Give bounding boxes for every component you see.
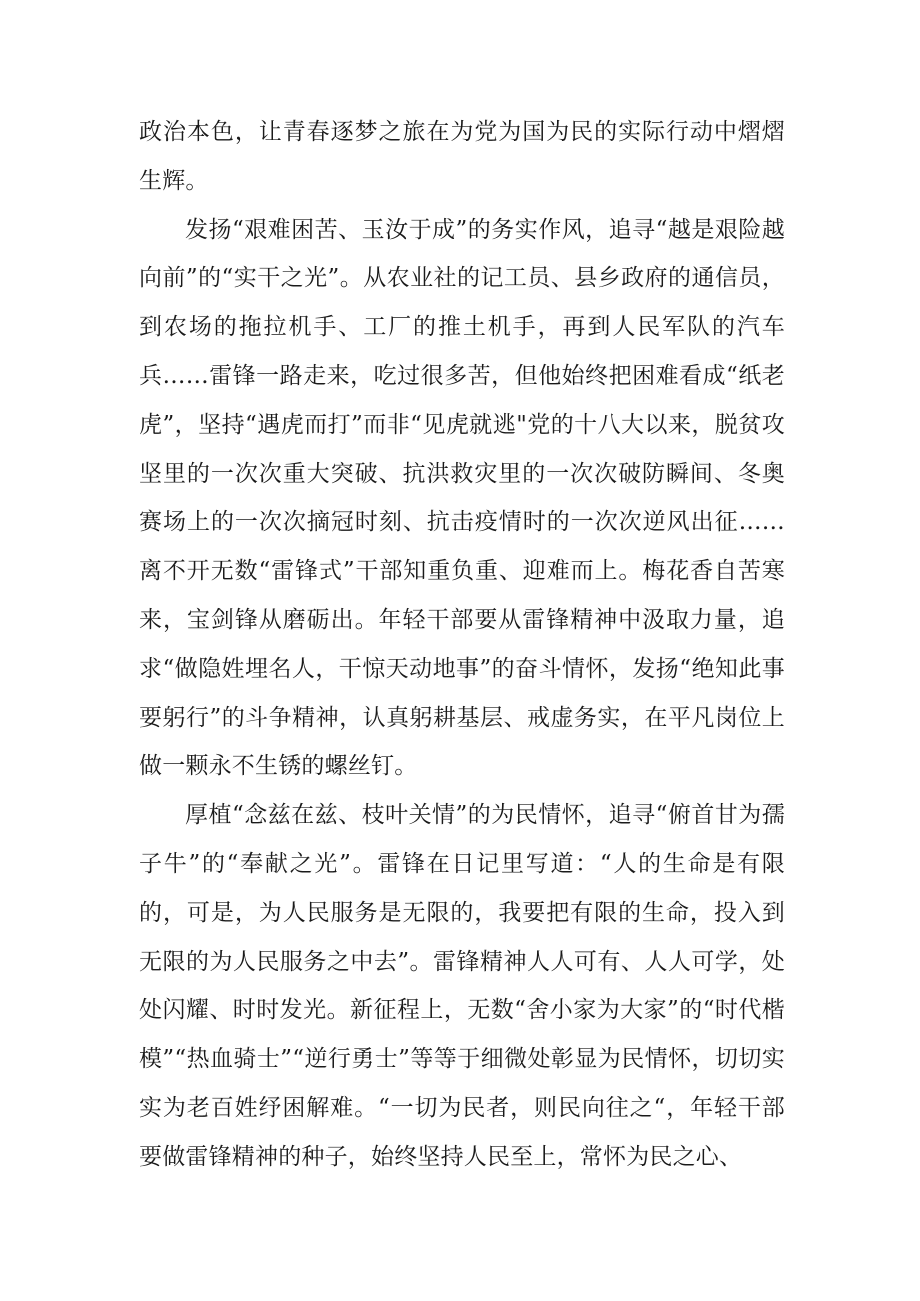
paragraph-practical-style: 发扬“艰难困苦、玉汝于成”的务实作风，追寻“越是艰险越向前”的“实干之光”。从农业社的记工员、县乡政府的通信员，到农场的拖拉机手、工厂的推土机手，再到人民军队的汽车兵……雷锋一路走来，吃过很多苦，但他始终把困难看成“纸老虎”，坚持“遇虎而打”而非“见虎就逃"党的十八大以来，脱贫攻坚里的一次次重大突破、抗洪救灾里的一次次破防瞬间、冬奥赛场上的一次次摘冠时刻、抗击疫情时的一次次逆风出征……离不开无数“雷锋式”干部知重负重、迎难而上。梅花香自苦寒来，宝剑锋从磨砺出。年轻干部要从雷锋精神中汲取力量，追求“做隐姓埋名人，干惊天动地事”的奋斗情怀，发扬“绝知此事要躬行”的斗争精神，认真躬耕基层、戒虚务实，在平凡岗位上做一颗永不生锈的螺丝钉。 — [139, 216, 785, 780]
paragraph-continuation: 政治本色，让青春逐梦之旅在为党为国为民的实际行动中熠熠生辉。 — [139, 119, 785, 194]
document-body — [139, 108, 785, 1182]
paragraph-serve-people: 厚植“念兹在兹、枝叶关情”的为民情怀，追寻“俯首甘为孺子牛”的“奉献之光”。雷锋在日记里写道：“人的生命是有限的，可是，为人民服务是无限的，我要把有限的生命，投入到无限的为人民服务之中去”。雷锋精神人人可有、人人可学，处处闪耀、时时发光。新征程上，无数“舍小家为大家”的“时代楷模”“热血骑士”“逆行勇士”等等于细微处彰显为民情怀，切切实实为老百姓纾困解难。“一切为民者，则民向往之“，年轻干部要做雷锋精神的种子，始终坚持人民至上，常怀为民之心、 — [139, 802, 785, 1170]
